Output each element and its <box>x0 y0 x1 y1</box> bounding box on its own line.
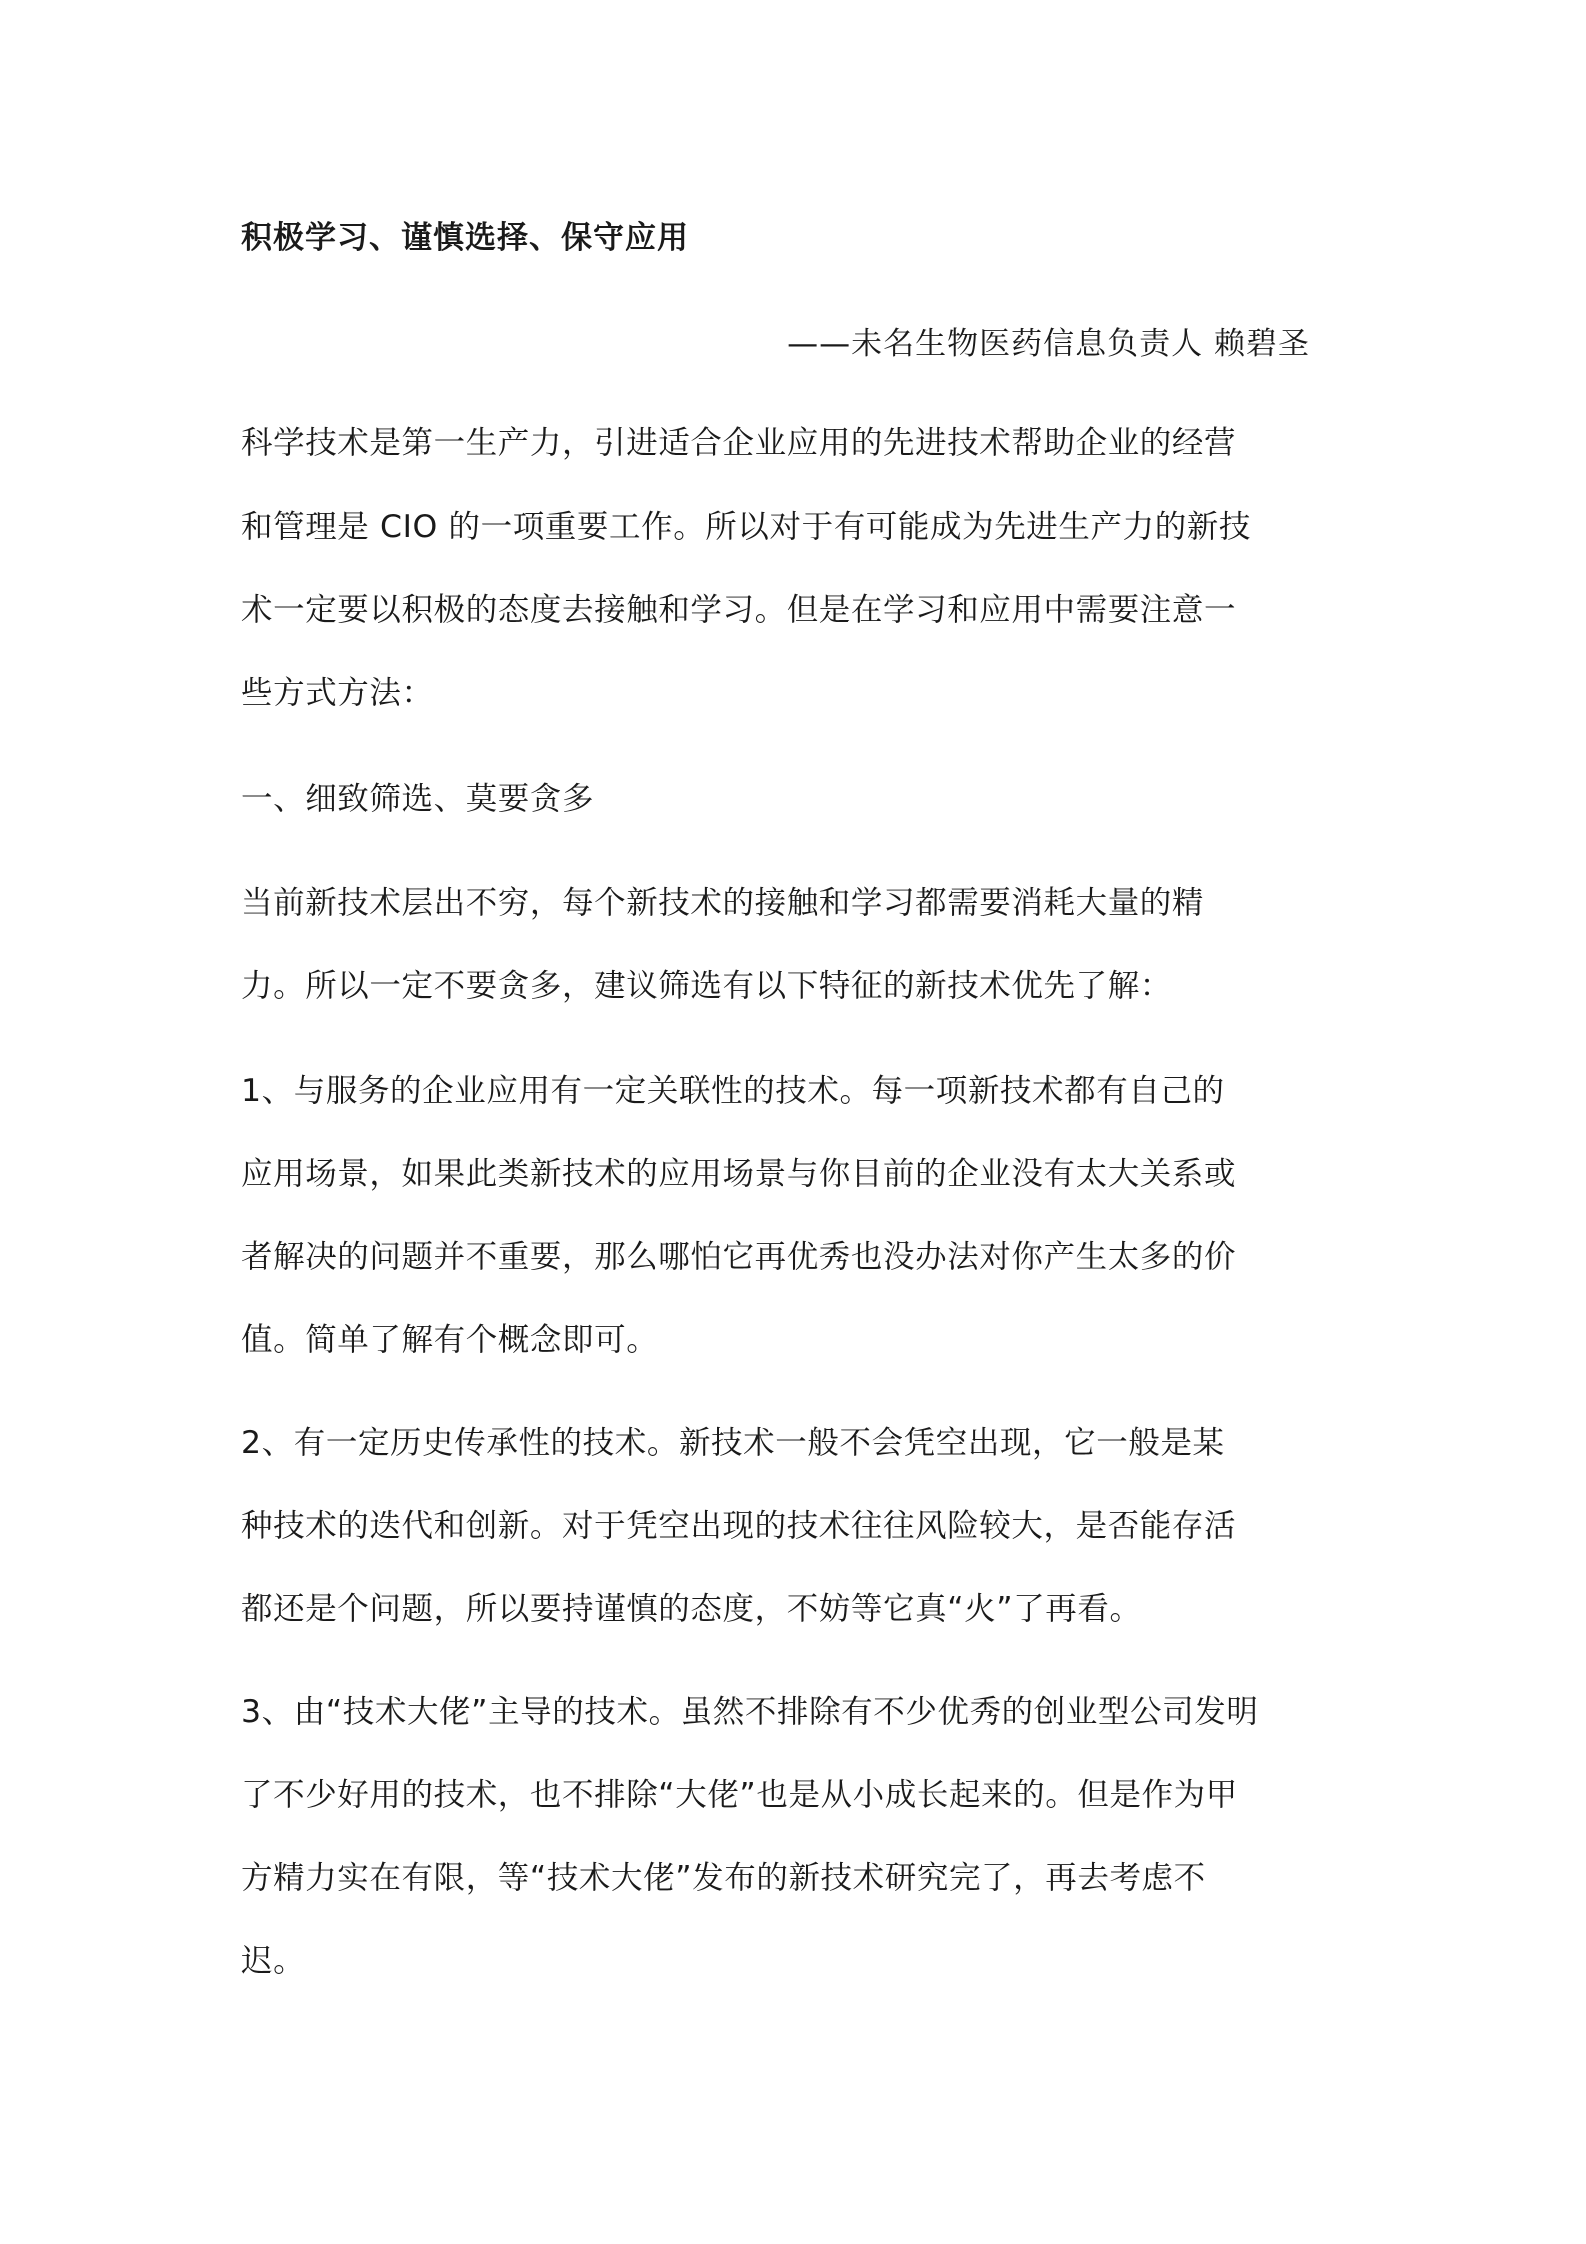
paragraph-intro-line-3: 术一定要以积极的态度去接触和学习。但是在学习和应用中需要注意一 <box>241 592 1237 628</box>
point-1-line-3: 者解决的问题并不重要，那么哪怕它再优秀也没办法对你产生太多的价 <box>241 1239 1237 1275</box>
point-1-line-1: 1、与服务的企业应用有一定关联性的技术。每一项新技术都有自己的 <box>241 1073 1225 1109</box>
paragraph-section1-line-1: 当前新技术层出不穷，每个新技术的接触和学习都需要消耗大量的精 <box>241 885 1205 921</box>
document-title: 积极学习、谨慎选择、保守应用 <box>241 220 689 256</box>
point-3-line-1: 3、由“技术大佬”主导的技术。虽然不排除有不少优秀的创业型公司发明 <box>241 1694 1259 1730</box>
paragraph-intro-line-2: 和管理是 CIO 的一项重要工作。所以对于有可能成为先进生产力的新技 <box>241 509 1252 545</box>
point-1-line-4: 值。简单了解有个概念即可。 <box>241 1322 659 1358</box>
point-3-line-2: 了不少好用的技术，也不排除“大佬”也是从小成长起来的。但是作为甲 <box>241 1777 1238 1813</box>
point-2-line-2: 种技术的迭代和创新。对于凭空出现的技术往往风险较大，是否能存活 <box>241 1508 1237 1544</box>
section-heading-1: 一、细致筛选、莫要贪多 <box>241 781 595 817</box>
point-2-line-1: 2、有一定历史传承性的技术。新技术一般不会凭空出现，它一般是某 <box>241 1425 1225 1461</box>
point-3-line-3: 方精力实在有限，等“技术大佬”发布的新技术研究完了，再去考虑不 <box>241 1860 1206 1896</box>
author-byline: ——未名生物医药信息负责人 赖碧圣 <box>787 326 1310 362</box>
point-2-line-3: 都还是个问题，所以要持谨慎的态度，不妨等它真“火”了再看。 <box>241 1591 1142 1627</box>
paragraph-section1-line-2: 力。所以一定不要贪多，建议筛选有以下特征的新技术优先了解： <box>241 968 1172 1004</box>
point-3-line-4: 迟。 <box>241 1943 306 1979</box>
paragraph-intro-line-4: 些方式方法： <box>241 675 434 711</box>
point-1-line-2: 应用场景，如果此类新技术的应用场景与你目前的企业没有太大关系或 <box>241 1156 1237 1192</box>
paragraph-intro-line-1: 科学技术是第一生产力，引进适合企业应用的先进技术帮助企业的经营 <box>241 425 1237 461</box>
